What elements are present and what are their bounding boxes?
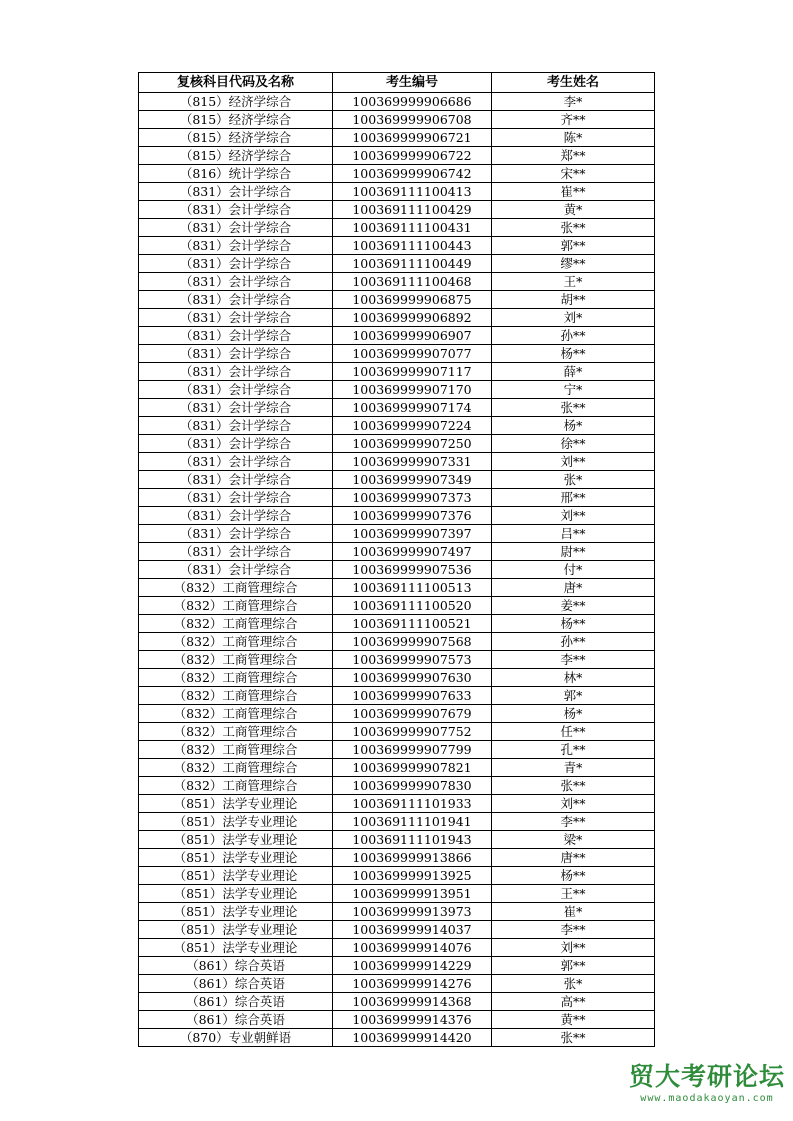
cell-candidate-id: 100369999913973 (333, 903, 492, 921)
table-row (139, 471, 655, 489)
cell-candidate-name: 任** (492, 723, 655, 741)
cell-subject: （832）工商管理综合 (139, 723, 333, 741)
cell-subject: （831）会计学综合 (139, 489, 333, 507)
cell-subject: （831）会计学综合 (139, 327, 333, 345)
cell-subject: （831）会计学综合 (139, 561, 333, 579)
cell-candidate-name: 杨* (492, 705, 655, 723)
table-row (139, 615, 655, 633)
cell-subject: （831）会计学综合 (139, 237, 333, 255)
cell-subject: （861）综合英语 (139, 975, 333, 993)
cell-candidate-name: 邢** (492, 489, 655, 507)
cell-candidate-id: 100369999907077 (333, 345, 492, 363)
cell-candidate-id: 100369111101943 (333, 831, 492, 849)
cell-subject: （831）会计学综合 (139, 309, 333, 327)
watermark-url: www.maodakaoyan.com (640, 1093, 774, 1104)
cell-candidate-id: 100369999906708 (333, 111, 492, 129)
table-row (139, 327, 655, 345)
cell-candidate-id: 100369999907331 (333, 453, 492, 471)
cell-candidate-id: 100369999913951 (333, 885, 492, 903)
cell-candidate-id: 100369999907630 (333, 669, 492, 687)
table-row (139, 957, 655, 975)
cell-candidate-id: 100369999914037 (333, 921, 492, 939)
cell-candidate-id: 100369111100449 (333, 255, 492, 273)
cell-candidate-name: 林* (492, 669, 655, 687)
cell-candidate-id: 100369999907250 (333, 435, 492, 453)
cell-subject: （832）工商管理综合 (139, 741, 333, 759)
cell-candidate-name: 张* (492, 975, 655, 993)
cell-candidate-name: 杨** (492, 615, 655, 633)
cell-subject: （832）工商管理综合 (139, 633, 333, 651)
cell-candidate-name: 刘** (492, 507, 655, 525)
cell-subject: （831）会计学综合 (139, 363, 333, 381)
cell-subject: （851）法学专业理论 (139, 795, 333, 813)
cell-candidate-id: 100369111100513 (333, 579, 492, 597)
cell-subject: （815）经济学综合 (139, 111, 333, 129)
review-list-table (138, 72, 655, 1047)
cell-subject: （832）工商管理综合 (139, 597, 333, 615)
cell-candidate-id: 100369999914229 (333, 957, 492, 975)
cell-candidate-name: 王** (492, 885, 655, 903)
cell-candidate-id: 100369999907799 (333, 741, 492, 759)
cell-candidate-name: 高** (492, 993, 655, 1011)
table-row (139, 453, 655, 471)
table-row (139, 561, 655, 579)
cell-candidate-id: 100369111100429 (333, 201, 492, 219)
cell-subject: （831）会计学综合 (139, 417, 333, 435)
table-body (139, 93, 655, 1047)
cell-subject: （831）会计学综合 (139, 183, 333, 201)
cell-candidate-name: 孙** (492, 633, 655, 651)
cell-candidate-id: 100369999906686 (333, 93, 492, 111)
table-row (139, 399, 655, 417)
table-row (139, 795, 655, 813)
cell-subject: （815）经济学综合 (139, 93, 333, 111)
header-candidate-name: 考生姓名 (492, 73, 655, 93)
cell-candidate-name: 李** (492, 651, 655, 669)
cell-candidate-name: 郭** (492, 957, 655, 975)
cell-candidate-name: 黄* (492, 201, 655, 219)
cell-subject: （831）会计学综合 (139, 507, 333, 525)
cell-subject: （816）统计学综合 (139, 165, 333, 183)
cell-candidate-name: 郭** (492, 237, 655, 255)
cell-candidate-name: 姜** (492, 597, 655, 615)
cell-candidate-id: 100369111100521 (333, 615, 492, 633)
table-row (139, 507, 655, 525)
cell-candidate-id: 100369999906892 (333, 309, 492, 327)
cell-candidate-id: 100369999907170 (333, 381, 492, 399)
table-row (139, 921, 655, 939)
cell-candidate-name: 孙** (492, 327, 655, 345)
cell-subject: （851）法学专业理论 (139, 921, 333, 939)
header-candidate-id: 考生编号 (333, 73, 492, 93)
cell-candidate-id: 100369999907397 (333, 525, 492, 543)
cell-candidate-id: 100369111100443 (333, 237, 492, 255)
cell-subject: （815）经济学综合 (139, 129, 333, 147)
cell-subject: （815）经济学综合 (139, 147, 333, 165)
cell-candidate-name: 张** (492, 399, 655, 417)
cell-candidate-name: 张** (492, 777, 655, 795)
forum-watermark (627, 1062, 787, 1106)
table-row (139, 165, 655, 183)
cell-candidate-name: 杨** (492, 867, 655, 885)
cell-candidate-name: 缪** (492, 255, 655, 273)
cell-candidate-name: 唐* (492, 579, 655, 597)
cell-candidate-name: 付* (492, 561, 655, 579)
table-row (139, 903, 655, 921)
cell-candidate-name: 唐** (492, 849, 655, 867)
cell-candidate-id: 100369111100431 (333, 219, 492, 237)
table-row (139, 669, 655, 687)
cell-candidate-name: 杨* (492, 417, 655, 435)
cell-candidate-id: 100369999907821 (333, 759, 492, 777)
cell-candidate-name: 吕** (492, 525, 655, 543)
cell-subject: （831）会计学综合 (139, 381, 333, 399)
table-row (139, 291, 655, 309)
cell-candidate-id: 100369999907536 (333, 561, 492, 579)
table-row (139, 633, 655, 651)
table-row (139, 831, 655, 849)
cell-candidate-id: 100369999906742 (333, 165, 492, 183)
cell-subject: （832）工商管理综合 (139, 777, 333, 795)
cell-subject: （851）法学专业理论 (139, 849, 333, 867)
cell-candidate-name: 梁* (492, 831, 655, 849)
table-row (139, 597, 655, 615)
cell-subject: （831）会计学综合 (139, 525, 333, 543)
table-row (139, 759, 655, 777)
cell-candidate-id: 100369111100413 (333, 183, 492, 201)
cell-candidate-id: 100369999913866 (333, 849, 492, 867)
watermark-title: 贸大考研论坛 (628, 1062, 785, 1091)
cell-candidate-id: 100369999907830 (333, 777, 492, 795)
table-row (139, 183, 655, 201)
cell-subject: （832）工商管理综合 (139, 579, 333, 597)
cell-candidate-name: 郑** (492, 147, 655, 165)
table-row (139, 201, 655, 219)
cell-candidate-id: 100369111100520 (333, 597, 492, 615)
cell-candidate-name: 王* (492, 273, 655, 291)
table-row (139, 93, 655, 111)
cell-candidate-name: 陈* (492, 129, 655, 147)
cell-subject: （832）工商管理综合 (139, 669, 333, 687)
cell-candidate-id: 100369999907349 (333, 471, 492, 489)
cell-candidate-name: 胡** (492, 291, 655, 309)
cell-candidate-id: 100369111100468 (333, 273, 492, 291)
cell-candidate-id: 100369111101933 (333, 795, 492, 813)
cell-candidate-name: 郭* (492, 687, 655, 705)
cell-candidate-id: 100369999914368 (333, 993, 492, 1011)
cell-candidate-name: 尉** (492, 543, 655, 561)
cell-candidate-id: 100369999907497 (333, 543, 492, 561)
cell-candidate-name: 刘** (492, 939, 655, 957)
cell-candidate-id: 100369999914420 (333, 1029, 492, 1047)
cell-subject: （832）工商管理综合 (139, 705, 333, 723)
cell-candidate-name: 黄** (492, 1011, 655, 1029)
cell-candidate-id: 100369111101941 (333, 813, 492, 831)
cell-subject: （832）工商管理综合 (139, 759, 333, 777)
table-row (139, 1011, 655, 1029)
cell-candidate-id: 100369999907568 (333, 633, 492, 651)
table-row (139, 723, 655, 741)
table-row (139, 363, 655, 381)
cell-candidate-id: 100369999914376 (333, 1011, 492, 1029)
cell-candidate-name: 崔** (492, 183, 655, 201)
cell-subject: （851）法学专业理论 (139, 831, 333, 849)
cell-candidate-name: 齐** (492, 111, 655, 129)
table-row (139, 381, 655, 399)
cell-candidate-name: 张* (492, 471, 655, 489)
cell-subject: （851）法学专业理论 (139, 903, 333, 921)
table-row (139, 273, 655, 291)
cell-candidate-id: 100369999907174 (333, 399, 492, 417)
cell-subject: （831）会计学综合 (139, 543, 333, 561)
cell-candidate-id: 100369999907752 (333, 723, 492, 741)
cell-candidate-id: 100369999907373 (333, 489, 492, 507)
cell-candidate-id: 100369999906722 (333, 147, 492, 165)
cell-candidate-id: 100369999907117 (333, 363, 492, 381)
cell-candidate-id: 100369999907376 (333, 507, 492, 525)
cell-candidate-name: 李* (492, 93, 655, 111)
table-row (139, 147, 655, 165)
cell-subject: （831）会计学综合 (139, 345, 333, 363)
table-row (139, 939, 655, 957)
cell-candidate-name: 杨** (492, 345, 655, 363)
cell-candidate-id: 100369999913925 (333, 867, 492, 885)
cell-subject: （861）综合英语 (139, 993, 333, 1011)
review-list-table-container (138, 72, 654, 1047)
cell-subject: （861）综合英语 (139, 957, 333, 975)
table-row (139, 651, 655, 669)
cell-candidate-name: 刘** (492, 453, 655, 471)
cell-candidate-name: 刘** (492, 795, 655, 813)
table-row (139, 579, 655, 597)
cell-candidate-name: 李** (492, 921, 655, 939)
table-row (139, 525, 655, 543)
cell-subject: （851）法学专业理论 (139, 939, 333, 957)
table-row (139, 237, 655, 255)
cell-subject: （831）会计学综合 (139, 399, 333, 417)
table-row (139, 219, 655, 237)
table-row (139, 993, 655, 1011)
cell-candidate-name: 薛* (492, 363, 655, 381)
cell-candidate-name: 李** (492, 813, 655, 831)
cell-subject: （851）法学专业理论 (139, 813, 333, 831)
cell-subject: （870）专业朝鲜语 (139, 1029, 333, 1047)
cell-candidate-name: 青* (492, 759, 655, 777)
cell-candidate-id: 100369999907633 (333, 687, 492, 705)
table-row (139, 129, 655, 147)
cell-subject: （831）会计学综合 (139, 255, 333, 273)
cell-candidate-id: 100369999914276 (333, 975, 492, 993)
table-row (139, 741, 655, 759)
table-row (139, 417, 655, 435)
cell-subject: （851）法学专业理论 (139, 867, 333, 885)
table-row (139, 849, 655, 867)
cell-subject: （831）会计学综合 (139, 291, 333, 309)
cell-subject: （831）会计学综合 (139, 453, 333, 471)
cell-candidate-id: 100369999906907 (333, 327, 492, 345)
table-row (139, 1029, 655, 1047)
table-row (139, 435, 655, 453)
table-row (139, 345, 655, 363)
cell-subject: （831）会计学综合 (139, 273, 333, 291)
cell-subject: （832）工商管理综合 (139, 687, 333, 705)
cell-subject: （851）法学专业理论 (139, 885, 333, 903)
table-row (139, 705, 655, 723)
table-row (139, 543, 655, 561)
cell-candidate-id: 100369999906721 (333, 129, 492, 147)
table-row (139, 885, 655, 903)
cell-candidate-name: 宋** (492, 165, 655, 183)
cell-subject: （832）工商管理综合 (139, 651, 333, 669)
cell-candidate-name: 崔* (492, 903, 655, 921)
cell-candidate-id: 100369999906875 (333, 291, 492, 309)
cell-candidate-id: 100369999914076 (333, 939, 492, 957)
table-row (139, 489, 655, 507)
cell-subject: （861）综合英语 (139, 1011, 333, 1029)
cell-candidate-id: 100369999907679 (333, 705, 492, 723)
table-row (139, 255, 655, 273)
cell-subject: （831）会计学综合 (139, 201, 333, 219)
cell-candidate-name: 徐** (492, 435, 655, 453)
cell-candidate-name: 刘* (492, 309, 655, 327)
cell-subject: （831）会计学综合 (139, 435, 333, 453)
cell-candidate-name: 宁* (492, 381, 655, 399)
cell-subject: （831）会计学综合 (139, 471, 333, 489)
table-row (139, 813, 655, 831)
table-row (139, 975, 655, 993)
cell-subject: （831）会计学综合 (139, 219, 333, 237)
cell-candidate-name: 孔** (492, 741, 655, 759)
cell-candidate-id: 100369999907573 (333, 651, 492, 669)
cell-candidate-id: 100369999907224 (333, 417, 492, 435)
cell-candidate-name: 张** (492, 219, 655, 237)
table-row (139, 867, 655, 885)
table-row (139, 777, 655, 795)
table-row (139, 111, 655, 129)
table-row (139, 687, 655, 705)
header-subject: 复核科目代码及名称 (139, 73, 333, 93)
cell-candidate-name: 张** (492, 1029, 655, 1047)
cell-subject: （832）工商管理综合 (139, 615, 333, 633)
table-row (139, 309, 655, 327)
table-header-row (139, 73, 655, 93)
